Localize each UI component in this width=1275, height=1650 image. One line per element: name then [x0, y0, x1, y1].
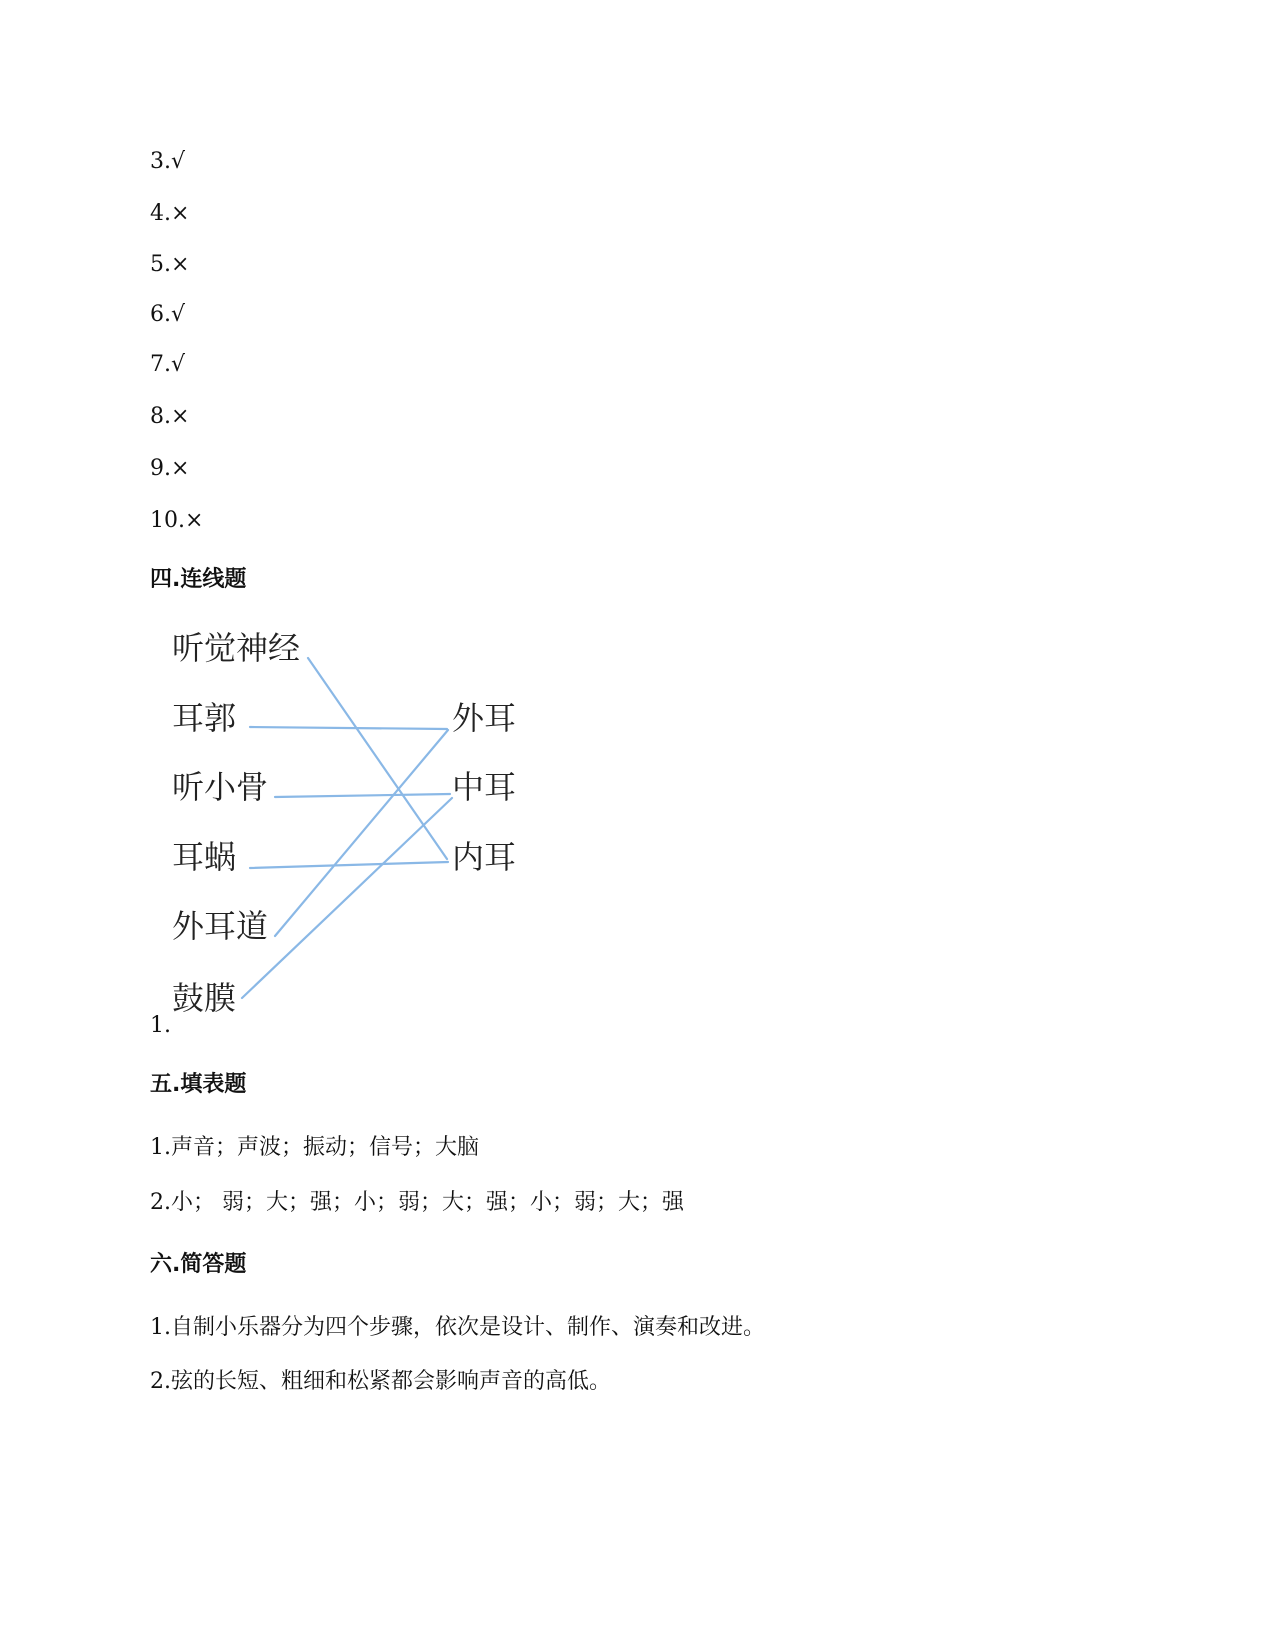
- connector-ear-canal-outer-ear: [275, 730, 448, 936]
- answer-4: 4.×: [150, 201, 190, 226]
- answer-5: 5.×: [150, 252, 190, 277]
- answer-10: 10.×: [150, 508, 204, 533]
- answer-9: 9.×: [150, 456, 190, 481]
- left-term-cochlea: 耳蜗: [172, 838, 237, 876]
- right-term-middle-ear: 中耳: [452, 768, 517, 806]
- section5-heading: 五.填表题: [150, 1072, 247, 1097]
- right-term-inner-ear: 内耳: [452, 838, 517, 876]
- connector-cochlea-inner-ear: [250, 862, 448, 868]
- answer-3: 3.√: [150, 149, 186, 174]
- right-term-outer-ear: 外耳: [452, 699, 517, 737]
- connector-auditory-nerve-inner-ear: [308, 658, 447, 859]
- answer-7: 7.√: [150, 352, 186, 377]
- matching-figure: [160, 629, 580, 1070]
- connector-eardrum-middle-ear: [242, 798, 452, 998]
- left-term-auricle: 耳郭: [172, 699, 237, 737]
- left-term-eardrum: 鼓膜: [172, 979, 237, 1017]
- section6-answer-1: 1.自制小乐器分为四个步骤，依次是设计、制作、演奏和改进。: [150, 1315, 765, 1340]
- section5-answer-2: 2.小； 弱；大；强；小；弱；大；强；小；弱；大；强: [150, 1190, 684, 1215]
- section6-heading: 六.简答题: [150, 1252, 247, 1277]
- section4-heading: 四.连线题: [150, 567, 247, 592]
- section5-answer-1: 1.声音；声波；振动；信号；大脑: [150, 1135, 479, 1160]
- section4-item-number: 1.: [150, 1013, 171, 1038]
- answer-6: 6.√: [150, 302, 186, 327]
- connector-ossicles-middle-ear: [275, 794, 450, 797]
- connector-auricle-outer-ear: [250, 727, 447, 729]
- answer-8: 8.×: [150, 404, 190, 429]
- left-term-ossicles: 听小骨: [172, 768, 269, 806]
- left-term-auditory-nerve: 听觉神经: [172, 629, 301, 667]
- section6-answer-2: 2.弦的长短、粗细和松紧都会影响声音的高低。: [150, 1369, 611, 1394]
- left-term-ear-canal: 外耳道: [172, 907, 269, 945]
